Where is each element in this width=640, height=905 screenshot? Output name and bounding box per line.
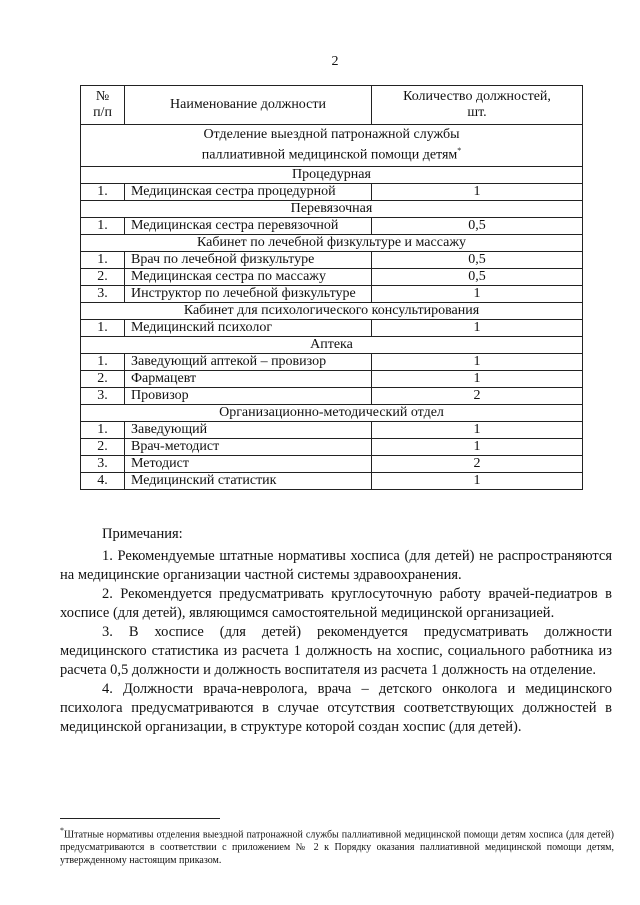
header-qty-text: Количество должностей, шт.: [403, 89, 551, 120]
notes-block: [60, 525, 612, 737]
section-title: Аптека: [81, 336, 583, 353]
table-header-row: [81, 86, 583, 125]
note-item-4: 4. Должности врача-невролога, врача – детского онколога и медицинского психолога предусматриваются в случае отсутствия соответствующих должностей в медицинской организации, в структуре которой создан хоспис (для детей).: [60, 681, 612, 735]
section-header-row: [81, 234, 583, 251]
table-row: [81, 285, 583, 302]
department-title: [81, 125, 583, 167]
position-quantity: 1: [372, 438, 583, 455]
table-row: [81, 387, 583, 404]
table-row: [81, 421, 583, 438]
department-title-text: Отделение выездной патронажной службы паллиативной медицинской помощи детям: [201, 127, 460, 163]
header-num-text: № п/п: [93, 89, 112, 120]
row-number: 1.: [81, 319, 125, 336]
position-name: Методист: [125, 455, 372, 472]
header-num: [81, 86, 125, 125]
footnote-text: Штатные нормативы отделения выездной патронажной службы паллиативной медицинской помощи детям хосписа (для детей) предусматриваются в соответствии с приложением № 2 к Порядку оказания паллиативной медицинской помощи детям, утвержденному настоящим приказом.: [60, 829, 614, 867]
section-title: Процедурная: [81, 166, 583, 183]
position-name: Медицинский психолог: [125, 319, 372, 336]
table-row: [81, 217, 583, 234]
section-title: Кабинет для психологического консультирования: [81, 302, 583, 319]
position-name: Фармацевт: [125, 370, 372, 387]
department-footnote-mark: *: [457, 146, 462, 155]
position-quantity: 1: [372, 472, 583, 489]
position-name: Инструктор по лечебной физкультуре: [125, 285, 372, 302]
row-number: 1.: [81, 217, 125, 234]
position-quantity: 1: [372, 319, 583, 336]
position-quantity: 1: [372, 370, 583, 387]
header-name: Наименование должности: [125, 86, 372, 125]
notes-title: Примечания:: [102, 526, 183, 542]
section-title: Кабинет по лечебной физкультуре и массажу: [81, 234, 583, 251]
section-header-row: [81, 302, 583, 319]
page-number: 2: [331, 54, 339, 69]
footnote-divider: [60, 818, 220, 819]
position-name: Провизор: [125, 387, 372, 404]
footnote-mark: *: [60, 826, 64, 835]
row-number: 1.: [81, 353, 125, 370]
table-row: [81, 268, 583, 285]
department-row: [81, 125, 583, 167]
position-quantity: 2: [372, 455, 583, 472]
position-name: Медицинский статистик: [125, 472, 372, 489]
row-number: 3.: [81, 285, 125, 302]
position-name: Медицинская сестра процедурной: [125, 183, 372, 200]
section-header-row: [81, 166, 583, 183]
position-name: Медицинская сестра по массажу: [125, 268, 372, 285]
row-number: 2.: [81, 370, 125, 387]
position-quantity: 1: [372, 421, 583, 438]
position-quantity: 2: [372, 387, 583, 404]
position-name: Медицинская сестра перевязочной: [125, 217, 372, 234]
position-quantity: 0,5: [372, 251, 583, 268]
row-number: 2.: [81, 268, 125, 285]
row-number: 1.: [81, 421, 125, 438]
table-row: [81, 455, 583, 472]
section-header-row: [81, 200, 583, 217]
position-name: Врач-методист: [125, 438, 372, 455]
note-item-2: 2. Рекомендуется предусматривать круглосуточную работу врачей-педиатров в хосписе (для детей), являющимся самостоятельной медицинской организацией.: [60, 586, 612, 621]
header-qty: [372, 86, 583, 125]
position-quantity: 1: [372, 353, 583, 370]
row-number: 1.: [81, 183, 125, 200]
section-title: Перевязочная: [81, 200, 583, 217]
table-row: [81, 183, 583, 200]
position-name: Врач по лечебной физкультуре: [125, 251, 372, 268]
section-title: Организационно-методический отдел: [81, 404, 583, 421]
staffing-table: [80, 85, 583, 490]
position-quantity: 0,5: [372, 268, 583, 285]
position-name: Заведующий аптекой – провизор: [125, 353, 372, 370]
row-number: 3.: [81, 455, 125, 472]
table-row: [81, 319, 583, 336]
table-row: [81, 251, 583, 268]
row-number: 1.: [81, 251, 125, 268]
row-number: 3.: [81, 387, 125, 404]
note-item-1: 1. Рекомендуемые штатные нормативы хосписа (для детей) не распространяются на медицинские организации частной системы здравоохранения.: [60, 548, 612, 583]
position-quantity: 0,5: [372, 217, 583, 234]
table-row: [81, 353, 583, 370]
section-header-row: [81, 336, 583, 353]
position-quantity: 1: [372, 285, 583, 302]
note-item-3: 3. В хосписе (для детей) рекомендуется предусматривать должности медицинского статистика из расчета 1 должность на хоспис, социального работника из расчета 0,5 должности и должность воспитателя из расчета 1 должность на отделение.: [60, 624, 612, 678]
table-body: [81, 125, 583, 490]
table-row: [81, 472, 583, 489]
row-number: 2.: [81, 438, 125, 455]
footnote: [60, 824, 614, 867]
table-row: [81, 438, 583, 455]
position-name: Заведующий: [125, 421, 372, 438]
section-header-row: [81, 404, 583, 421]
table-row: [81, 370, 583, 387]
position-quantity: 1: [372, 183, 583, 200]
row-number: 4.: [81, 472, 125, 489]
